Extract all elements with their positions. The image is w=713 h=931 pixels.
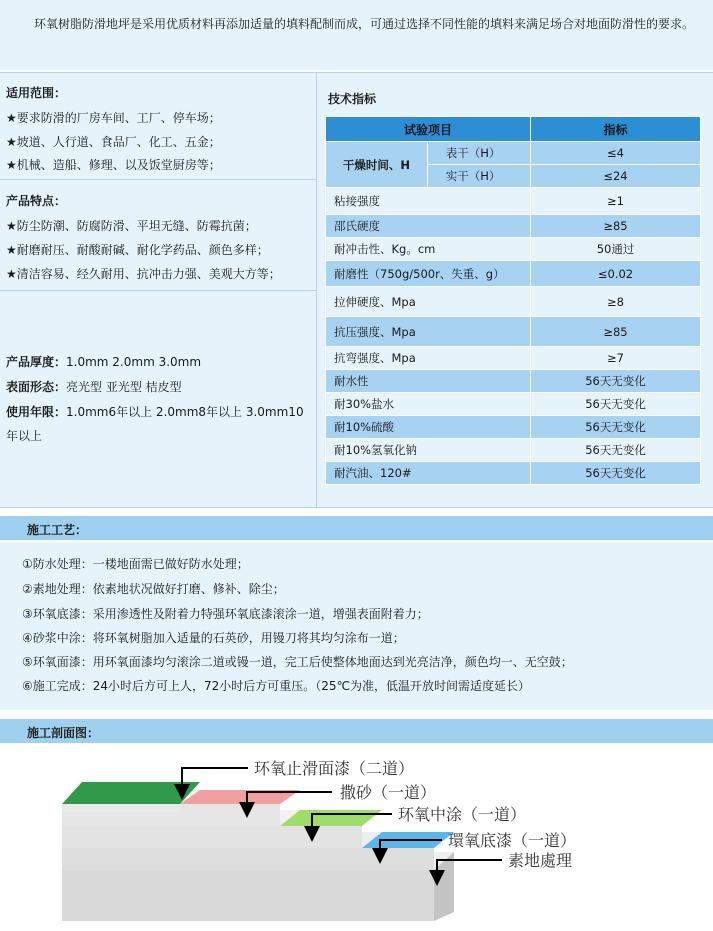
scope-item: ★坡道、人行道、食品厂、化工、五金； bbox=[6, 135, 221, 149]
process-header bbox=[0, 516, 713, 540]
process-step: ②素地处理：依素地状况做好打磨、修补、除尘； bbox=[22, 582, 285, 596]
label-mid-coat: 环氧中涂（一道） bbox=[398, 805, 527, 824]
surface-row bbox=[6, 378, 182, 395]
tech-row-item: 耐磨性（750g/500r、失重、g） bbox=[326, 261, 531, 287]
tech-row-value: 56天无变化 bbox=[531, 462, 701, 485]
life-value: 1.0mm6年以上 2.0mm8年以上 3.0mm10 bbox=[66, 405, 304, 419]
tech-row-value: 56天无变化 bbox=[531, 416, 701, 439]
label-top-coat: 环氧止滑面漆（二道） bbox=[254, 759, 415, 778]
label-primer: 環氧底漆（一道） bbox=[448, 831, 577, 850]
surface-value: 亮光型 亚光型 桔皮型 bbox=[66, 380, 182, 394]
tech-row-item: 耐10%硫酸 bbox=[326, 416, 531, 439]
tech-row-value: 50通过 bbox=[531, 238, 701, 261]
thickness-value: 1.0mm 2.0mm 3.0mm bbox=[66, 355, 202, 369]
process-step: ①防水处理：一楼地面需已做好防水处理； bbox=[22, 557, 249, 571]
tech-row-item: 耐10%氢氧化钠 bbox=[326, 439, 531, 462]
tech-row-item: 耐冲击性、Kg。cm bbox=[326, 238, 531, 261]
process-step: ⑤环氧面漆：用环氧面漆均匀滚涂二道或镘一道，完工后使整体地面达到光亮洁净，颜色均一、无空鼓； bbox=[22, 655, 573, 669]
process-title: 施工工艺： bbox=[27, 523, 88, 537]
scope-item: ★要求防滑的厂房车间、工厂、停车场； bbox=[6, 111, 221, 125]
header-index: 指标 bbox=[531, 117, 701, 142]
specs-section bbox=[0, 291, 316, 506]
features-section bbox=[0, 180, 316, 291]
tech-row-value: ≥85 bbox=[531, 317, 701, 347]
tech-row-value: ≤0.02 bbox=[531, 261, 701, 287]
dry-sub: 实干（H） bbox=[427, 165, 530, 188]
section-header bbox=[0, 719, 713, 743]
tech-row-value: ≥1 bbox=[531, 188, 701, 215]
tech-row-value: ≥8 bbox=[531, 287, 701, 317]
column-divider bbox=[316, 73, 317, 507]
primer-layer-front bbox=[62, 848, 434, 870]
scope-title: 适用范围： bbox=[6, 86, 67, 100]
tech-row-value: 56天无变化 bbox=[531, 393, 701, 416]
features-title: 产品特点： bbox=[6, 194, 67, 208]
thickness-label: 产品厚度： bbox=[6, 355, 67, 369]
header-item: 试验项目 bbox=[326, 117, 531, 142]
feature-item: ★清洁容易、经久耐用、抗冲击力强、美观大方等； bbox=[6, 267, 281, 281]
tech-row-value: 56天无变化 bbox=[531, 439, 701, 462]
tech-row-item: 耐30%盐水 bbox=[326, 393, 531, 416]
label-sand: 撒砂（一道） bbox=[340, 783, 437, 802]
intro-panel bbox=[0, 0, 713, 70]
mid-layer-front bbox=[62, 826, 362, 848]
tech-row-value: ≥7 bbox=[531, 347, 701, 370]
scope-item: ★机械、造船、修理、以及饭堂厨房等； bbox=[6, 158, 221, 172]
label-substrate: 素地處理 bbox=[508, 851, 573, 870]
tech-row-item: 抗压强度、Mpa bbox=[326, 317, 531, 347]
process-steps bbox=[0, 542, 713, 710]
tech-row-item: 邵氏硬度 bbox=[326, 215, 531, 238]
top-color bbox=[62, 782, 200, 804]
tech-row-item: 粘接强度 bbox=[326, 188, 531, 215]
tech-row-item: 抗弯强度、Mpa bbox=[326, 347, 531, 370]
layer-diagram-svg bbox=[62, 752, 650, 921]
process-step: ④砂浆中涂：将环氧树脂加入适量的石英砂，用镘刀将其均匀涂布一道； bbox=[22, 631, 405, 645]
tech-table bbox=[325, 116, 701, 485]
thickness-row bbox=[6, 353, 201, 370]
section-title: 施工剖面图： bbox=[27, 726, 100, 740]
life-value-continued: 年以上 bbox=[6, 429, 43, 443]
tech-title: 技术指标 bbox=[328, 92, 377, 106]
section-diagram bbox=[62, 752, 650, 921]
tech-row-item: 拉伸硬度、Mpa bbox=[326, 287, 531, 317]
dry-sub: 表干（H） bbox=[427, 142, 530, 165]
process-step: ③环氧底漆：采用渗透性及附着力特强环氧底漆滚涂一道，增强表面附着力； bbox=[22, 607, 429, 621]
top-layer-front bbox=[62, 804, 180, 812]
life-label: 使用年限： bbox=[6, 405, 67, 419]
dry-value: ≤4 bbox=[531, 142, 701, 165]
tech-row-item: 耐水性 bbox=[326, 370, 531, 393]
surface-label: 表面形态： bbox=[6, 380, 67, 394]
product-info-column bbox=[0, 73, 316, 507]
process-step: ⑥施工完成：24小时后方可上人，72小时后方可重压。（25℃为准，低温开放时间需适度延长） bbox=[22, 679, 531, 693]
life-row bbox=[6, 403, 304, 420]
base-layer-front bbox=[62, 870, 434, 921]
intro-text: 环氧树脂防滑地坪是采用优质材料再添加适量的填料配制而成，可通过选择不同性能的填料来满足场合对地面防滑性的要求。 bbox=[34, 17, 695, 31]
feature-item: ★防尘防潮、防腐防滑、平坦无缝、防霉抗菌； bbox=[6, 219, 257, 233]
tech-row-item: 耐汽油、120# bbox=[326, 462, 531, 485]
feature-item: ★耐磨耐压、耐酸耐碱、耐化学药品、颜色多样； bbox=[6, 243, 269, 257]
tech-row-value: ≥85 bbox=[531, 215, 701, 238]
dry-label: 干燥时间、H bbox=[326, 142, 428, 188]
tech-row-value: 56天无变化 bbox=[531, 370, 701, 393]
dry-value: ≤24 bbox=[531, 165, 701, 188]
scope-section bbox=[0, 73, 316, 180]
